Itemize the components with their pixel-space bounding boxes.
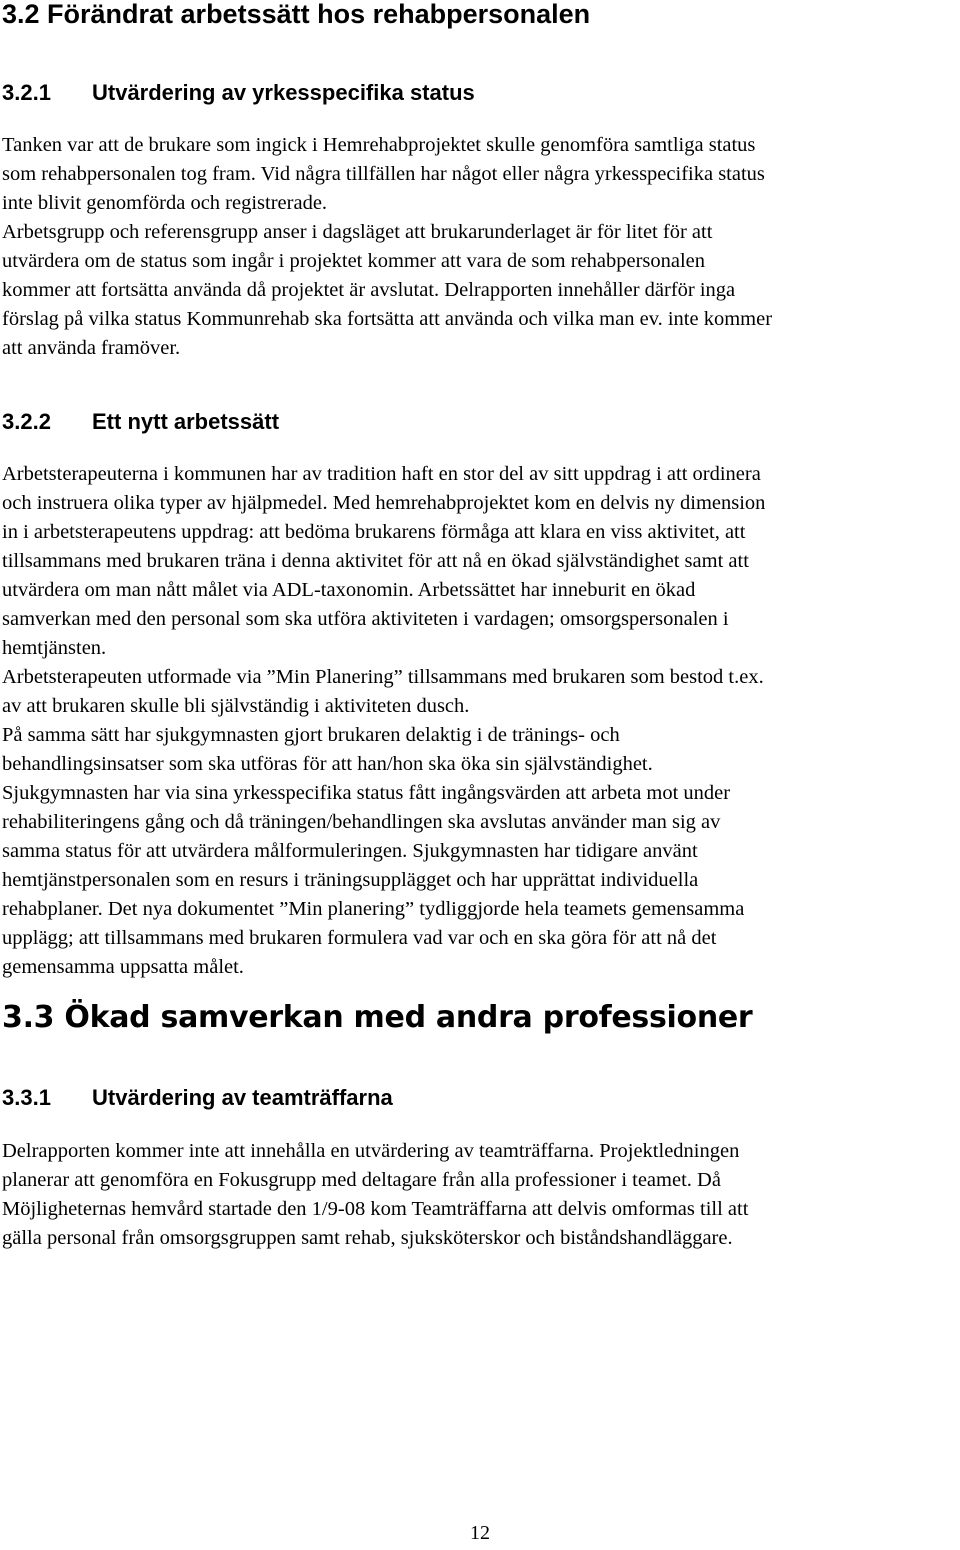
- text-line: Arbetsgrupp och referensgrupp anser i dagsläget att brukarunderlaget är för litet för att: [2, 221, 713, 243]
- subsection-number: 3.3.1: [2, 1085, 51, 1110]
- paragraph-3-2-2: [2, 460, 960, 982]
- text-line: rehabiliteringens gång och då träningen/behandlingen ska avslutas använder man sig av: [2, 811, 721, 833]
- section-heading-3-3: 3.3 Ökad samverkan med andra professioner: [2, 1000, 753, 1035]
- text-line: gälla personal från omsorgsgruppen samt rehab, sjuksköterskor och biståndshandläggare.: [2, 1227, 733, 1249]
- text-line: att använda framöver.: [2, 337, 181, 359]
- text-line: upplägg; att tillsammans med brukaren formulera vad var och en ska göra för att nå det: [2, 927, 717, 949]
- text-line: På samma sätt har sjukgymnasten gjort brukaren delaktig i de tränings- och: [2, 724, 620, 746]
- text-line: Tanken var att de brukare som ingick i Hemrehabprojektet skulle genomföra samtliga status: [2, 134, 756, 156]
- page-number: 12: [470, 1522, 490, 1544]
- text-line: gemensamma uppsatta målet.: [2, 956, 244, 978]
- subsection-title: Utvärdering av teamträffarna: [92, 1085, 393, 1110]
- text-line: förslag på vilka status Kommunrehab ska fortsätta att använda och vilka man ev. inte kommer: [2, 308, 773, 330]
- text-line: Arbetsterapeuten utformade via ”Min Planering” tillsammans med brukaren som bestod t.ex.: [2, 666, 764, 688]
- subsection-title: Utvärdering av yrkesspecifika status: [92, 80, 475, 105]
- paragraph-3-2-1: [2, 131, 960, 363]
- text-line: Arbetsterapeuterna i kommunen har av tradition haft en stor del av sitt uppdrag i att ordinera: [2, 463, 761, 485]
- subsection-heading-3-3-1: [2, 1083, 393, 1113]
- text-line: som rehabpersonalen tog fram. Vid några tillfällen har något eller några yrkesspecifika status: [2, 163, 765, 185]
- text-line: in i arbetsterapeutens uppdrag: att bedöma brukarens förmåga att klara en viss aktivitet, att: [2, 521, 746, 543]
- text-line: samverkan med den personal som ska utföra aktiviteten i vardagen; omsorgspersonalen i: [2, 608, 729, 630]
- text-line: hemtjänstpersonalen som en resurs i träningsupplägget och har upprättat individuella: [2, 869, 699, 891]
- text-line: av att brukaren skulle bli självständig i aktiviteten dusch.: [2, 695, 470, 717]
- text-line: behandlingsinsatser som ska utföras för att han/hon ska öka sin självständighet.: [2, 753, 653, 775]
- section-heading-3-2: 3.2 Förändrat arbetssätt hos rehabpersonalen: [2, 0, 591, 29]
- subsection-number: 3.2.1: [2, 80, 51, 105]
- text-line: och instruera olika typer av hjälpmedel. Med hemrehabprojektet kom en delvis ny dimension: [2, 492, 766, 514]
- text-line: utvärdera om de status som ingår i projektet kommer att vara de som rehabpersonalen: [2, 250, 706, 272]
- text-line: hemtjänsten.: [2, 637, 107, 659]
- text-line: samma status för att utvärdera målformuleringen. Sjukgymnasten har tidigare använt: [2, 840, 698, 862]
- text-line: rehabplaner. Det nya dokumentet ”Min planering” tydliggjorde hela teamets gemensamma: [2, 898, 745, 920]
- text-line: kommer att fortsätta använda då projektet är avslutat. Delrapporten innehåller därför inga: [2, 279, 736, 301]
- text-line: tillsammans med brukaren träna i denna aktivitet för att nå en ökad självständighet samt att: [2, 550, 749, 572]
- text-line: Möjligheternas hemvård startade den 1/9-08 kom Teamträffarna att delvis omformas till att: [2, 1198, 749, 1220]
- subsection-heading-3-2-1: [2, 78, 475, 108]
- text-line: inte blivit genomförda och registrerade.: [2, 192, 328, 214]
- text-line: planerar att genomföra en Fokusgrupp med deltagare från alla professioner i teamet. Då: [2, 1169, 721, 1191]
- text-line: utvärdera om man nått målet via ADL-taxonomin. Arbetssättet har inneburit en ökad: [2, 579, 696, 601]
- subsection-heading-3-2-2: [2, 407, 279, 437]
- paragraph-3-3-1: [2, 1137, 960, 1253]
- text-line: Sjukgymnasten har via sina yrkesspecifika status fått ingångsvärden att arbeta mot under: [2, 782, 731, 804]
- subsection-title: Ett nytt arbetssätt: [92, 409, 280, 434]
- text-line: Delrapporten kommer inte att innehålla en utvärdering av teamträffarna. Projektledningen: [2, 1140, 740, 1162]
- subsection-number: 3.2.2: [2, 409, 51, 434]
